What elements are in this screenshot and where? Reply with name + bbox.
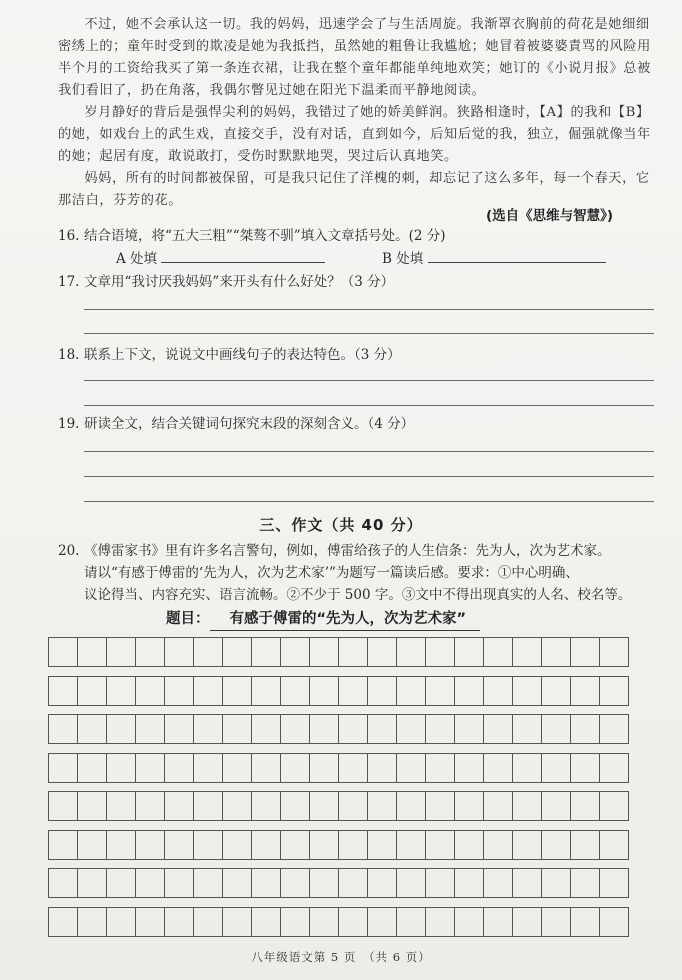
grid-cell[interactable]	[396, 907, 426, 937]
grid-cell[interactable]	[425, 676, 455, 706]
grid-cell[interactable]	[309, 907, 339, 937]
passage-source: (选自《思维与智慧》)	[486, 208, 614, 224]
grid-row	[48, 676, 648, 706]
grid-row	[48, 830, 648, 860]
grid-cell[interactable]	[280, 676, 310, 706]
q17-answer-line-2[interactable]	[84, 333, 654, 334]
composition-line-2: 请以“有感于傅雷的‘先为人，次为艺术家’”为题写一篇读后感。要求：①中心明确、	[84, 565, 579, 581]
section-title-composition: 三、作文（共 40 分）	[259, 516, 423, 534]
q19-answer-line-1[interactable]	[84, 451, 654, 452]
grid-cell[interactable]	[367, 676, 397, 706]
grid-cell[interactable]	[425, 907, 455, 937]
page-footer: 八年级语文第 5 页 （共 6 页）	[251, 950, 431, 964]
grid-cell[interactable]	[570, 830, 600, 860]
q16-answer-b-field[interactable]	[428, 248, 606, 263]
grid-cell[interactable]	[222, 637, 252, 667]
grid-cell[interactable]	[425, 637, 455, 667]
grid-cell[interactable]	[512, 791, 542, 821]
grid-cell[interactable]	[106, 791, 136, 821]
grid-cell[interactable]	[338, 830, 368, 860]
composition-prompt	[58, 540, 658, 606]
question-19-number: 19.	[58, 416, 80, 432]
grid-cell[interactable]	[454, 791, 484, 821]
grid-cell[interactable]	[135, 907, 165, 937]
grid-cell[interactable]	[338, 753, 368, 783]
grid-cell[interactable]	[512, 830, 542, 860]
grid-cell[interactable]	[48, 714, 78, 744]
grid-cell[interactable]	[599, 830, 629, 860]
grid-cell[interactable]	[483, 753, 513, 783]
grid-cell[interactable]	[222, 907, 252, 937]
question-19-text: 研读全文，结合关键词句探究末段的深刻含义。（4 分）	[84, 416, 415, 432]
q16-blank-b	[382, 247, 606, 267]
grid-cell[interactable]	[193, 791, 223, 821]
topic-label: 题目：	[166, 611, 210, 627]
grid-cell[interactable]	[541, 830, 571, 860]
grid-cell[interactable]	[367, 791, 397, 821]
grid-cell[interactable]	[396, 753, 426, 783]
grid-cell[interactable]	[106, 868, 136, 898]
grid-cell[interactable]	[193, 868, 223, 898]
grid-cell[interactable]	[251, 868, 281, 898]
grid-cell[interactable]	[367, 714, 397, 744]
grid-cell[interactable]	[251, 637, 281, 667]
grid-row	[48, 753, 648, 783]
grid-cell[interactable]	[570, 676, 600, 706]
grid-cell[interactable]	[164, 868, 194, 898]
grid-cell[interactable]	[599, 676, 629, 706]
question-18-text: 联系上下文，说说文中画线句子的表达特色。（3 分）	[84, 347, 401, 363]
grid-cell[interactable]	[338, 714, 368, 744]
grid-cell[interactable]	[48, 791, 78, 821]
grid-cell[interactable]	[164, 791, 194, 821]
writing-grid[interactable]	[48, 637, 648, 941]
grid-row	[48, 714, 648, 744]
grid-cell[interactable]	[309, 791, 339, 821]
grid-row	[48, 868, 648, 898]
grid-cell[interactable]	[251, 714, 281, 744]
grid-cell[interactable]	[309, 676, 339, 706]
grid-cell[interactable]	[106, 907, 136, 937]
grid-cell[interactable]	[280, 868, 310, 898]
question-17-text: 文章用“我讨厌我妈妈”来开头有什么好处？（3 分）	[84, 274, 395, 290]
grid-cell[interactable]	[106, 830, 136, 860]
grid-cell[interactable]	[135, 791, 165, 821]
grid-cell[interactable]	[599, 868, 629, 898]
grid-cell[interactable]	[48, 637, 78, 667]
reading-passage	[58, 14, 654, 212]
grid-cell[interactable]	[106, 753, 136, 783]
grid-cell[interactable]	[222, 676, 252, 706]
q16-answer-a-field[interactable]	[161, 248, 325, 263]
grid-cell[interactable]	[135, 676, 165, 706]
grid-cell[interactable]	[599, 791, 629, 821]
grid-cell[interactable]	[280, 753, 310, 783]
grid-cell[interactable]	[425, 830, 455, 860]
question-16-number: 16.	[58, 228, 80, 244]
grid-cell[interactable]	[77, 637, 107, 667]
grid-cell[interactable]	[222, 714, 252, 744]
grid-cell[interactable]	[367, 830, 397, 860]
grid-row	[48, 637, 648, 667]
grid-cell[interactable]	[541, 714, 571, 744]
q18-answer-line-2[interactable]	[84, 405, 654, 406]
grid-cell[interactable]	[48, 868, 78, 898]
grid-cell[interactable]	[425, 714, 455, 744]
topic-title: 有感于傅雷的“先为人，次为艺术家”	[210, 607, 481, 631]
grid-cell[interactable]	[512, 753, 542, 783]
q16-blank-a	[116, 247, 325, 267]
grid-cell[interactable]	[338, 791, 368, 821]
grid-cell[interactable]	[396, 676, 426, 706]
grid-cell[interactable]	[483, 868, 513, 898]
grid-cell[interactable]	[106, 676, 136, 706]
grid-cell[interactable]	[454, 753, 484, 783]
grid-cell[interactable]	[222, 791, 252, 821]
question-16-text: 结合语境，将“五大三粗”“桀骜不驯”填入文章括号处。(2 分)	[84, 228, 446, 244]
grid-cell[interactable]	[541, 753, 571, 783]
composition-line-1: 《傅雷家书》里有许多名言警句，例如，傅雷给孩子的人生信条：先为人，次为艺术家。	[84, 543, 611, 559]
grid-cell[interactable]	[483, 637, 513, 667]
passage-paragraph-3: 妈妈，所有的时间都被保留，可是我只记住了洋槐的刺，却忘记了这么多年，每一个春天，它那洁白，芬芳的花。	[58, 171, 650, 208]
grid-cell[interactable]	[164, 714, 194, 744]
grid-cell[interactable]	[106, 714, 136, 744]
grid-cell[interactable]	[135, 637, 165, 667]
grid-cell[interactable]	[541, 791, 571, 821]
grid-cell[interactable]	[338, 676, 368, 706]
grid-cell[interactable]	[222, 830, 252, 860]
grid-cell[interactable]	[570, 791, 600, 821]
grid-cell[interactable]	[396, 791, 426, 821]
grid-cell[interactable]	[483, 830, 513, 860]
grid-cell[interactable]	[77, 714, 107, 744]
grid-cell[interactable]	[280, 830, 310, 860]
grid-cell[interactable]	[309, 868, 339, 898]
question-17	[58, 270, 394, 290]
question-19	[58, 412, 414, 432]
grid-cell[interactable]	[193, 907, 223, 937]
question-18	[58, 343, 401, 363]
grid-cell[interactable]	[193, 637, 223, 667]
grid-cell[interactable]	[599, 753, 629, 783]
grid-cell[interactable]	[570, 868, 600, 898]
grid-cell[interactable]	[251, 830, 281, 860]
grid-cell[interactable]	[541, 676, 571, 706]
grid-cell[interactable]	[338, 907, 368, 937]
grid-cell[interactable]	[193, 830, 223, 860]
grid-cell[interactable]	[164, 830, 194, 860]
composition-topic	[166, 607, 480, 631]
grid-cell[interactable]	[48, 753, 78, 783]
grid-row	[48, 791, 648, 821]
grid-cell[interactable]	[396, 830, 426, 860]
grid-cell[interactable]	[77, 907, 107, 937]
grid-cell[interactable]	[77, 676, 107, 706]
question-17-number: 17.	[58, 274, 80, 290]
grid-cell[interactable]	[512, 637, 542, 667]
grid-cell[interactable]	[570, 714, 600, 744]
grid-cell[interactable]	[512, 676, 542, 706]
grid-cell[interactable]	[280, 907, 310, 937]
grid-cell[interactable]	[251, 791, 281, 821]
grid-cell[interactable]	[454, 868, 484, 898]
q19-answer-line-2[interactable]	[84, 476, 654, 477]
grid-cell[interactable]	[599, 714, 629, 744]
grid-cell[interactable]	[77, 791, 107, 821]
grid-cell[interactable]	[599, 637, 629, 667]
grid-cell[interactable]	[396, 714, 426, 744]
grid-cell[interactable]	[77, 830, 107, 860]
grid-cell[interactable]	[541, 637, 571, 667]
grid-cell[interactable]	[425, 868, 455, 898]
grid-cell[interactable]	[164, 676, 194, 706]
grid-cell[interactable]	[425, 753, 455, 783]
grid-cell[interactable]	[367, 907, 397, 937]
grid-cell[interactable]	[222, 753, 252, 783]
grid-cell[interactable]	[483, 676, 513, 706]
grid-cell[interactable]	[280, 714, 310, 744]
grid-cell[interactable]	[367, 637, 397, 667]
grid-cell[interactable]	[454, 714, 484, 744]
grid-cell[interactable]	[251, 753, 281, 783]
grid-cell[interactable]	[135, 714, 165, 744]
grid-cell[interactable]	[599, 907, 629, 937]
grid-cell[interactable]	[570, 907, 600, 937]
grid-cell[interactable]	[338, 637, 368, 667]
grid-cell[interactable]	[309, 753, 339, 783]
grid-cell[interactable]	[396, 868, 426, 898]
grid-cell[interactable]	[338, 868, 368, 898]
composition-line-3: 议论得当、内容充实、语言流畅。②不少于 500 字。③文中不得出现真实的人名、校名等。	[84, 587, 632, 603]
question-18-number: 18.	[58, 347, 80, 363]
question-16	[58, 224, 446, 244]
grid-cell[interactable]	[77, 868, 107, 898]
grid-cell[interactable]	[280, 637, 310, 667]
grid-cell[interactable]	[251, 907, 281, 937]
grid-cell[interactable]	[541, 907, 571, 937]
grid-cell[interactable]	[483, 907, 513, 937]
grid-cell[interactable]	[483, 791, 513, 821]
grid-cell[interactable]	[309, 830, 339, 860]
passage-paragraph-2	[58, 102, 654, 168]
q19-answer-line-3[interactable]	[84, 501, 654, 502]
grid-cell[interactable]	[396, 637, 426, 667]
grid-cell[interactable]	[367, 868, 397, 898]
grid-cell[interactable]	[135, 830, 165, 860]
grid-cell[interactable]	[48, 830, 78, 860]
grid-cell[interactable]	[135, 868, 165, 898]
grid-cell[interactable]	[541, 868, 571, 898]
grid-cell[interactable]	[193, 753, 223, 783]
grid-cell[interactable]	[367, 753, 397, 783]
grid-cell[interactable]	[454, 676, 484, 706]
grid-cell[interactable]	[483, 714, 513, 744]
grid-cell[interactable]	[454, 637, 484, 667]
grid-cell[interactable]	[193, 714, 223, 744]
grid-cell[interactable]	[454, 830, 484, 860]
grid-cell[interactable]	[106, 637, 136, 667]
q16-blank-b-label: B 处填	[382, 251, 424, 267]
grid-cell[interactable]	[512, 868, 542, 898]
passage-paragraph-2-text: 岁月静好的背后是强悍尖利的妈妈，我错过了她的娇美鲜润。狭路相逢时，【A】的我和【B】的她，如戏台上的武生戏，直接交手，没有对话，直到如今，后知后觉的我，独立，倔强就像当年的她；起居有度，敢说敢打，受伤时默默地哭，哭过后认真地笑。	[58, 105, 651, 164]
grid-cell[interactable]	[77, 753, 107, 783]
grid-cell[interactable]	[48, 907, 78, 937]
grid-cell[interactable]	[48, 676, 78, 706]
grid-cell[interactable]	[309, 637, 339, 667]
grid-cell[interactable]	[251, 676, 281, 706]
grid-cell[interactable]	[454, 907, 484, 937]
grid-cell[interactable]	[135, 753, 165, 783]
grid-cell[interactable]	[570, 637, 600, 667]
grid-cell[interactable]	[280, 791, 310, 821]
grid-cell[interactable]	[309, 714, 339, 744]
grid-cell[interactable]	[164, 907, 194, 937]
grid-cell[interactable]	[425, 791, 455, 821]
grid-cell[interactable]	[570, 753, 600, 783]
grid-cell[interactable]	[193, 676, 223, 706]
q17-answer-line-1[interactable]	[84, 309, 654, 310]
grid-cell[interactable]	[512, 907, 542, 937]
passage-paragraph-1: 不过，她不会承认这一切。我的妈妈，迅速学会了与生活周旋。我渐罩衣胸前的荷花是她细细密绣上的；童年时受到的欺凌是她为我抵挡，虽然她的粗鲁让我尴尬；她冒着被婆婆責骂的风险用半个月的工资给我买了第一条连衣裙，让我在整个童年都能单纯地欢笑；她订的《小说月报》总被我们看旧了，扔在角落，我偶尔瞥见过她在阳光下温柔而平静地阅读。	[58, 17, 651, 98]
q18-answer-line-1[interactable]	[84, 380, 654, 381]
grid-cell[interactable]	[222, 868, 252, 898]
grid-cell[interactable]	[164, 637, 194, 667]
grid-cell[interactable]	[164, 753, 194, 783]
grid-cell[interactable]	[512, 714, 542, 744]
grid-row	[48, 907, 648, 937]
composition-number: 20.	[58, 543, 80, 559]
q16-blank-a-label: A 处填	[116, 251, 158, 267]
